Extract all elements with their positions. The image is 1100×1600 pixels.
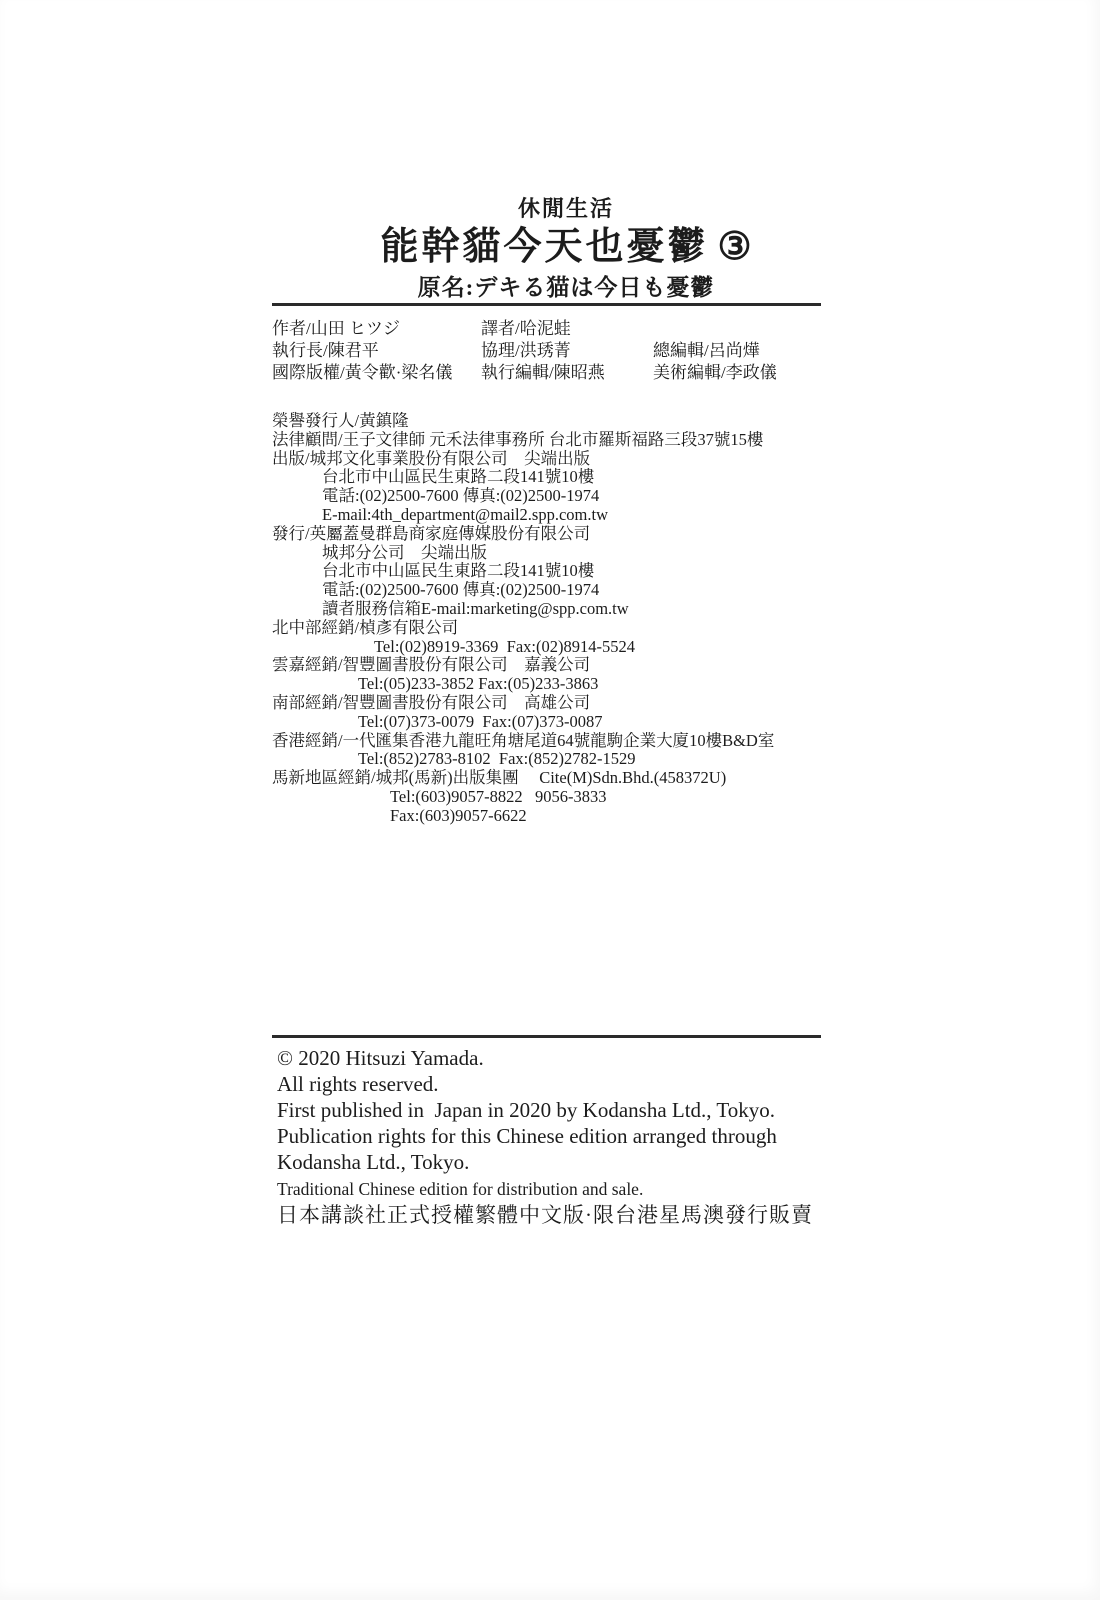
colophon-line-honorary-publisher: 榮譽發行人/黃鎮隆 (272, 411, 409, 430)
copyright-line-traditional-chinese: Traditional Chinese edition for distribution and sale. (277, 1179, 644, 1199)
volume-number-badge: ③ (717, 226, 752, 268)
credits-row (272, 340, 832, 362)
credit-editor-in-chief: 總編輯/呂尚燁 (653, 341, 760, 360)
book-title-text: 能幹貓今天也憂鬱 (380, 226, 709, 268)
copyright-line-first-published: First published in Japan in 2020 by Kodansha Ltd., Tokyo. (277, 1098, 776, 1122)
colophon-line-yunjia-tel-fax: Tel:(05)233-3852 Fax:(05)233-3863 (358, 674, 599, 694)
colophon-line-malaysia-singapore-distributor: 馬新地區經銷/城邦(馬新)出版集團 Cite(M)Sdn.Bhd.(458372U) (272, 768, 727, 788)
credit-associate-manager: 協理/洪琇菁 (481, 341, 571, 360)
colophon-line-issuer-branch: 城邦分公司 尖端出版 (322, 542, 487, 562)
colophon-line-legal-advisor: 法律顧問/王子文律師 元禾法律事務所 台北市羅斯福路三段37號15樓 (272, 429, 764, 449)
copyright-line-owner: © 2020 Hitsuzi Yamada. (277, 1046, 484, 1070)
colophon-line-issuer-phone-fax: 電話:(02)2500-7600 傳真:(02)2500-1974 (322, 580, 600, 600)
colophon-line-north-central-tel-fax: Tel:(02)8919-3369 Fax:(02)8914-5524 (374, 636, 635, 656)
credit-executive-editor: 執行編輯/陳昭燕 (481, 363, 605, 382)
colophon-line-issuer-address: 台北市中山區民生東路二段141號10樓 (322, 561, 595, 581)
colophon-line-north-central-distributor: 北中部經銷/楨彥有限公司 (272, 617, 459, 637)
series-category-label: 休閒生活 (517, 196, 614, 221)
title-block (292, 196, 840, 302)
book-title (292, 225, 840, 269)
colophon-line-issuer: 發行/英屬蓋曼群島商家庭傳媒股份有限公司 (272, 523, 591, 543)
credit-translator: 譯者/哈泥蛙 (481, 319, 571, 338)
publisher-info-block (272, 412, 852, 826)
copyright-line-rights-reserved: All rights reserved. (277, 1072, 439, 1096)
copyright-line-publication-rights: Publication rights for this Chinese edition arranged through (277, 1124, 777, 1148)
credits-row (272, 318, 832, 340)
divider-top-rule (272, 303, 821, 306)
credit-ceo: 執行長/陳君平 (272, 341, 379, 360)
divider-bottom-rule (272, 1035, 821, 1038)
colophon-line-malaysia-tel: Tel:(603)9057-8822 9056-3833 (390, 786, 607, 806)
credits-table (272, 318, 832, 384)
colophon-line-publisher-address: 台北市中山區民生東路二段141號10樓 (322, 467, 595, 487)
colophon-line-hongkong-distributor: 香港經銷/一代匯集香港九龍旺角塘尾道64號龍駒企業大廈10樓B&D室 (272, 730, 775, 750)
original-title: 原名:デキる猫は今日も憂鬱 (417, 275, 715, 300)
colophon-line-southern-tel-fax: Tel:(07)373-0079 Fax:(07)373-0087 (358, 711, 603, 731)
copyright-line-kodansha: Kodansha Ltd., Tokyo. (277, 1150, 470, 1174)
credits-row (272, 362, 832, 384)
colophon-line-southern-distributor: 南部經銷/智豐圖書股份有限公司 高雄公司 (272, 692, 591, 712)
colophon-line-malaysia-fax: Fax:(603)9057-6622 (390, 805, 527, 825)
colophon-line-yunjia-distributor: 雲嘉經銷/智豐圖書股份有限公司 嘉義公司 (272, 655, 591, 675)
credit-author: 作者/山田 ヒツジ (272, 319, 400, 338)
copyright-line-license-chinese: 日本講談社正式授權繁體中文版·限台港星馬澳發行販賣 (277, 1203, 813, 1227)
credit-art-editor: 美術編輯/李政儀 (653, 363, 777, 382)
copyright-block (277, 1045, 857, 1228)
colophon-line-reader-service-email: 讀者服務信箱E-mail:marketing@spp.com.tw (322, 598, 629, 618)
colophon-line-publisher-email: E-mail:4th_department@mail2.spp.com.tw (322, 504, 609, 524)
colophon-line-publisher: 出版/城邦文化事業股份有限公司 尖端出版 (272, 448, 591, 468)
colophon-line-publisher-phone-fax: 電話:(02)2500-7600 傳真:(02)2500-1974 (322, 486, 600, 506)
colophon-line-hongkong-tel-fax: Tel:(852)2783-8102 Fax:(852)2782-1529 (358, 749, 636, 769)
credit-international-rights: 國際版權/黃令歡·梁名儀 (272, 363, 453, 382)
